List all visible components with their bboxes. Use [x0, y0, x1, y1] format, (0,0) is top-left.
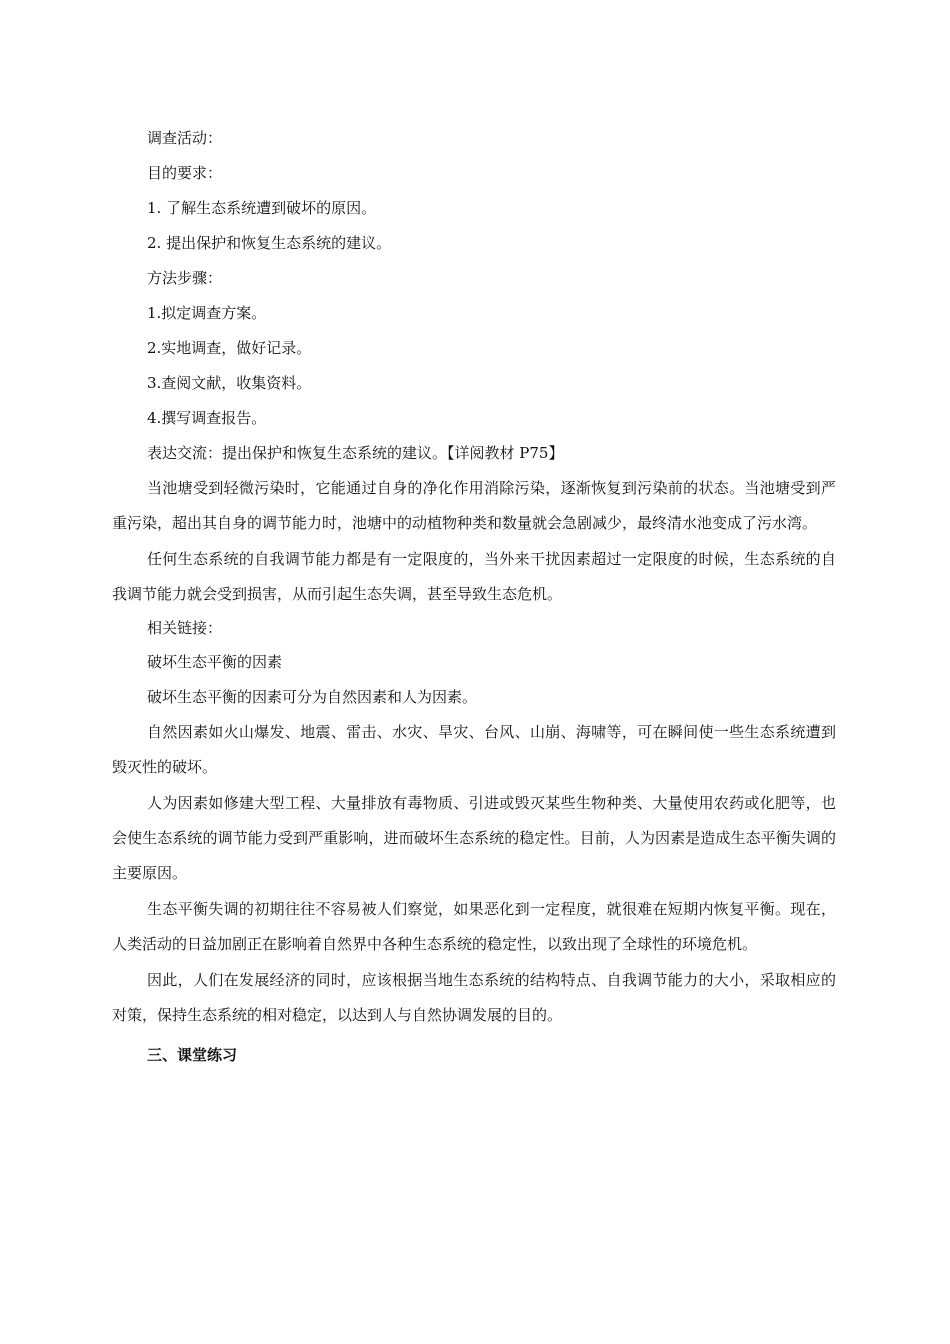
goal-item: 1. 了解生态系统遭到破坏的原因。	[147, 199, 377, 217]
survey-title: 调查活动：	[147, 129, 223, 147]
step-item: 3.查阅文献，收集资料。	[147, 374, 312, 392]
early-imbalance-paragraph: 生态平衡失调的初期往往不容易被人们察觉，如果恶化到一定程度，就很难在短期内恢复平衡。现在，人类活动的日益加剧正在影响着自然界中各种生态系统的稳定性，以致出现了全球性的环境危机。	[112, 900, 836, 953]
step-item: 2.实地调查，做好记录。	[147, 339, 312, 357]
document-page	[112, 128, 836, 1065]
step-item: 1.拟定调查方案。	[147, 304, 267, 322]
natural-factors-paragraph: 自然因素如火山爆发、地震、雷击、水灾、旱灾、台风、山崩、海啸等，可在瞬间使一些生态系统遭到毁灭性的破坏。	[112, 723, 836, 776]
pond-paragraph: 当池塘受到轻微污染时，它能通过自身的净化作用消除污染，逐渐恢复到污染前的状态。当池塘受到严重污染，超出其自身的调节能力时，池塘中的动植物种类和数量就会急剧减少，最终清水池变成了污水湾。	[112, 479, 836, 532]
conclusion-paragraph: 因此，人们在发展经济的同时，应该根据当地生态系统的结构特点、自我调节能力的大小，采取相应的对策，保持生态系统的相对稳定，以达到人与自然协调发展的目的。	[112, 971, 836, 1024]
link-title: 破坏生态平衡的因素	[147, 653, 283, 671]
goal-item: 2. 提出保护和恢复生态系统的建议。	[147, 234, 392, 252]
method-label: 方法步骤：	[147, 269, 223, 287]
goal-label: 目的要求：	[147, 164, 223, 182]
limit-paragraph: 任何生态系统的自我调节能力都是有一定限度的，当外来干扰因素超过一定限度的时候，生态系统的自我调节能力就会受到损害，从而引起生态失调，甚至导致生态危机。	[112, 550, 836, 603]
link-label: 相关链接：	[147, 619, 223, 637]
human-factors-paragraph: 人为因素如修建大型工程、大量排放有毒物质、引进或毁灭某些生物种类、大量使用农药或化肥等，也会使生态系统的调节能力受到严重影响，进而破坏生态系统的稳定性。目前，人为因素是造成生态平衡失调的主要原因。	[112, 794, 836, 882]
link-intro: 破坏生态平衡的因素可分为自然因素和人为因素。	[147, 688, 478, 706]
step-item: 4.撰写调查报告。	[147, 409, 267, 427]
section-heading: 三、课堂练习	[147, 1046, 238, 1064]
exchange-text: 表达交流：提出保护和恢复生态系统的建议。【详阅教材 P75】	[147, 444, 564, 462]
